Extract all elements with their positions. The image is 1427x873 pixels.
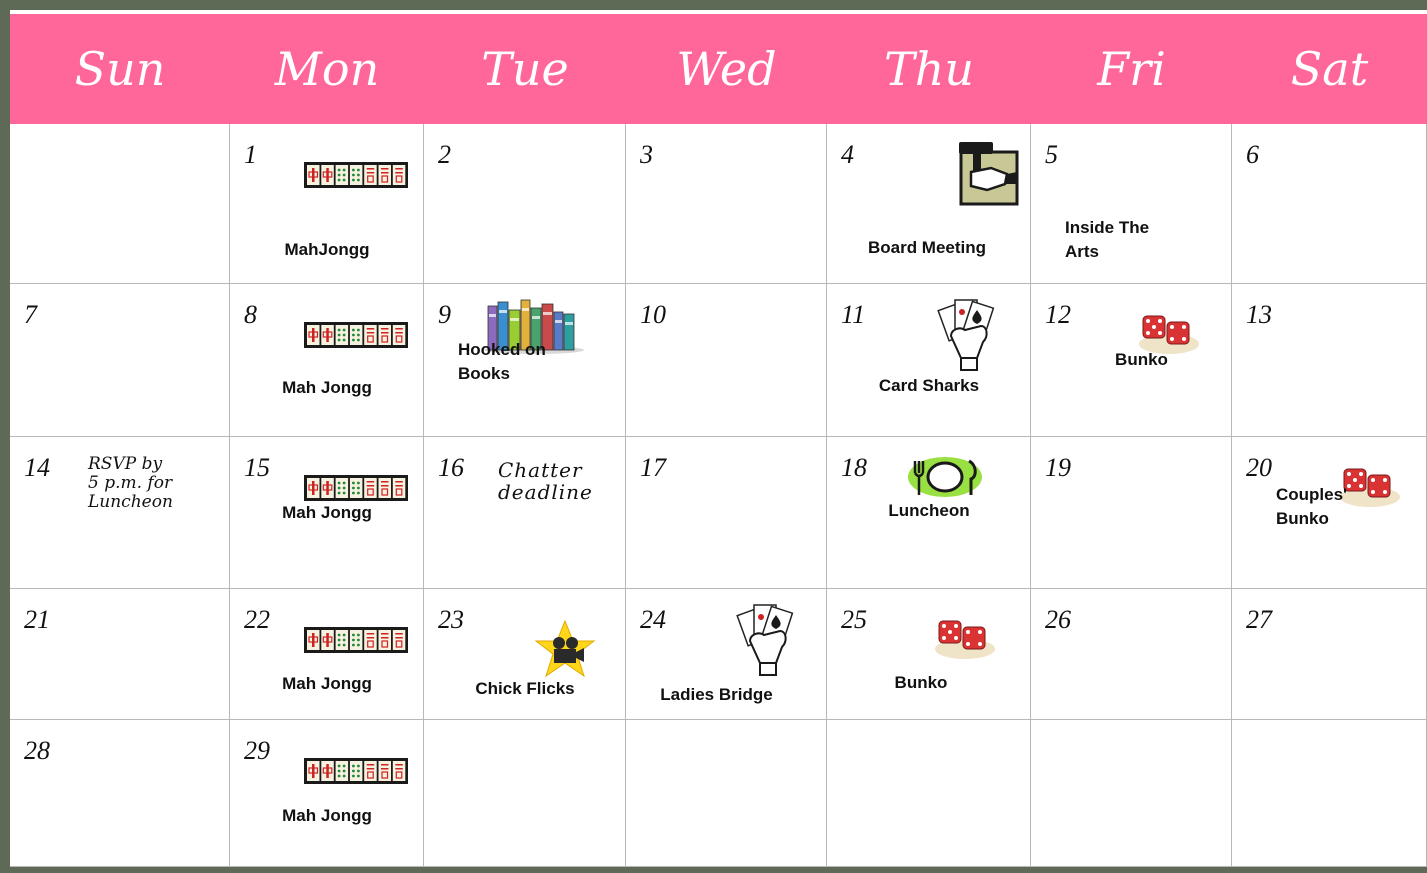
- note-line: Chatter: [498, 458, 583, 482]
- weekday-tue: Tue: [481, 42, 569, 96]
- calendar-cell: [827, 284, 1031, 437]
- day-number: 26: [1045, 605, 1071, 634]
- calendar-cell: [827, 124, 1031, 284]
- calendar-cell: [827, 720, 1031, 867]
- note-line: Luncheon: [88, 492, 173, 512]
- day-number: 25: [841, 605, 867, 634]
- event-label: Chick Flicks: [475, 679, 575, 698]
- calendar-cell: [1031, 437, 1232, 589]
- calendar-cell: [1232, 589, 1427, 720]
- event-label: Mah Jongg: [282, 378, 372, 397]
- event-label: Bunko: [894, 673, 948, 692]
- calendar-cell: [626, 589, 827, 720]
- calendar-cell: [424, 589, 626, 720]
- event-label: Couples' Bunko: [1276, 485, 1348, 528]
- top-border: [0, 0, 1427, 10]
- day-number: 24: [640, 605, 666, 634]
- gavel-icon: [957, 138, 1019, 211]
- day-number: 3: [640, 140, 653, 169]
- event-label: MahJongg: [284, 240, 370, 259]
- calendar-cell: [230, 124, 424, 284]
- day-number: 21: [24, 605, 50, 634]
- calendar-cell: [424, 124, 626, 284]
- day-number: 5: [1045, 140, 1058, 169]
- event-label: Mah Jongg: [282, 503, 372, 522]
- calendar-cell: [10, 589, 230, 720]
- calendar-cell: [626, 720, 827, 867]
- note-line: deadline: [498, 480, 593, 504]
- note-line: RSVP by: [88, 454, 163, 474]
- calendar-cell: [10, 124, 230, 284]
- calendar-cell: [827, 437, 1031, 589]
- day-number: 7: [24, 300, 37, 329]
- calendar-cell: [1031, 589, 1232, 720]
- day-number: 18: [841, 453, 867, 482]
- note-text: [498, 459, 593, 503]
- day-number: 17: [640, 453, 666, 482]
- day-number: 2: [438, 140, 451, 169]
- weekday-sun: Sun: [74, 42, 166, 96]
- event-label: Mah Jongg: [282, 674, 372, 693]
- left-border: [0, 0, 10, 873]
- calendar-cell: [827, 589, 1031, 720]
- day-number: 20: [1246, 453, 1272, 482]
- film-star-icon: [534, 619, 596, 684]
- playing-cards-icon: [736, 601, 796, 684]
- day-number: 27: [1246, 605, 1272, 634]
- weekday-fri: Fri: [1097, 42, 1166, 96]
- event-label: Inside The Arts: [1065, 218, 1150, 261]
- calendar-cell: [1031, 124, 1232, 284]
- day-number: 12: [1045, 300, 1071, 329]
- weekday-wed: Wed: [676, 42, 777, 96]
- event-label: Board Meeting: [867, 238, 987, 257]
- mahjong-tiles-icon: [304, 758, 408, 789]
- note-text: [88, 455, 173, 512]
- day-number: 4: [841, 140, 854, 169]
- event-label: Ladies Bridge: [660, 685, 773, 704]
- day-number: 8: [244, 300, 257, 329]
- weekday-mon: Mon: [274, 42, 380, 96]
- day-number: 29: [244, 736, 270, 765]
- calendar-cell: [1232, 284, 1427, 437]
- mahjong-tiles-icon: [304, 627, 408, 658]
- calendar-cell: [10, 437, 230, 589]
- day-number: 10: [640, 300, 666, 329]
- day-number: 13: [1246, 300, 1272, 329]
- day-number: 28: [24, 736, 50, 765]
- calendar-cell: [230, 437, 424, 589]
- calendar-cell: [230, 284, 424, 437]
- event-label: Hooked on Books: [458, 340, 546, 383]
- day-number: 16: [438, 453, 464, 482]
- day-number: 19: [1045, 453, 1071, 482]
- weekday-sat: Sat: [1290, 42, 1369, 96]
- playing-cards-icon: [937, 296, 997, 379]
- calendar-grid: [10, 124, 1427, 867]
- day-number: 15: [244, 453, 270, 482]
- day-number: 6: [1246, 140, 1259, 169]
- day-number: 14: [24, 453, 50, 482]
- calendar-cell: [230, 720, 424, 867]
- mahjong-tiles-icon: [304, 162, 408, 193]
- calendar-cell: [230, 589, 424, 720]
- calendar-cell: [1232, 720, 1427, 867]
- day-number: 22: [244, 605, 270, 634]
- day-number: 11: [841, 300, 866, 329]
- weekday-header: [10, 14, 1427, 124]
- weekday-thu: Thu: [884, 42, 974, 96]
- event-label: Luncheon: [888, 501, 970, 520]
- calendar-cell: [1031, 720, 1232, 867]
- event-label: Mah Jongg: [282, 806, 372, 825]
- calendar-cell: [424, 437, 626, 589]
- calendar-cell: [626, 284, 827, 437]
- mahjong-tiles-icon: [304, 322, 408, 353]
- calendar-cell: [626, 124, 827, 284]
- calendar-cell: [424, 720, 626, 867]
- calendar-cell: [1031, 284, 1232, 437]
- day-number: 23: [438, 605, 464, 634]
- day-number: 1: [244, 140, 257, 169]
- calendar-cell: [626, 437, 827, 589]
- calendar-cell: [10, 284, 230, 437]
- bottom-border: [0, 867, 1427, 873]
- dice-icon: [933, 615, 997, 664]
- day-number: 9: [438, 300, 451, 329]
- calendar-cell: [424, 284, 626, 437]
- calendar-cell: [1232, 437, 1427, 589]
- event-label: Bunko: [1115, 350, 1168, 369]
- calendar-cell: [1232, 124, 1427, 284]
- note-line: 5 p.m. for: [88, 473, 173, 493]
- plate-icon: [907, 455, 983, 504]
- calendar-cell: [10, 720, 230, 867]
- event-label: Card Sharks: [878, 376, 980, 395]
